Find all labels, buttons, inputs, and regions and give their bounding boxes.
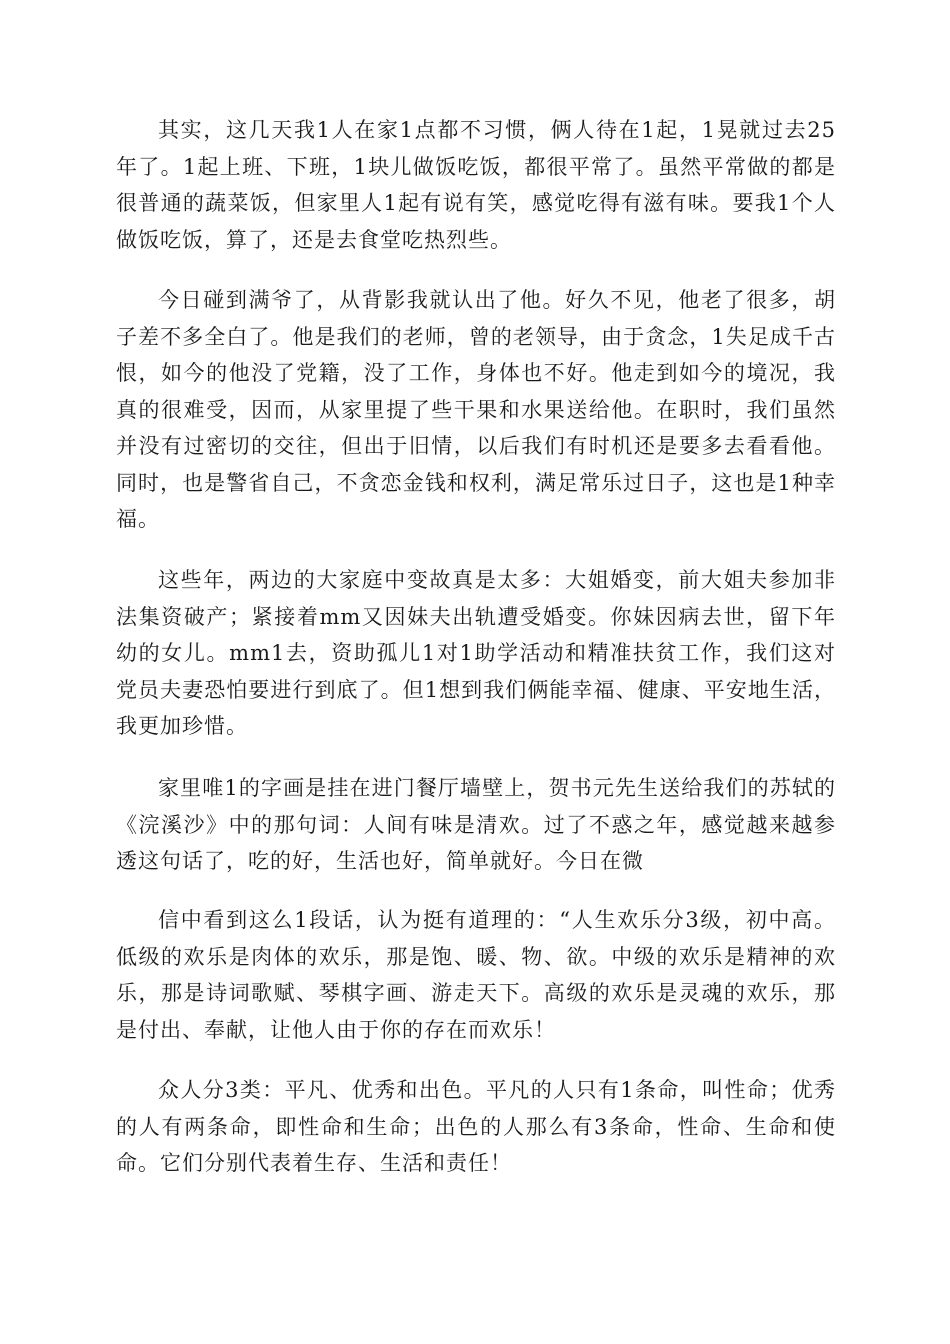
paragraph-2: 今日碰到满爷了，从背影我就认出了他。好久不见，他老了很多，胡子差不多全白了。他是我们的老师，曾的老领导，由于贪念，1失足成千古恨，如今的他没了党籍，没了工作，身体也不好。他走到如今的境况，我真的很难受，因而，从家里提了些干果和水果送给他。在职时，我们虽然并没有过密切的交往，但出于旧情，以后我们有时机还是要多去看看他。同时，也是警省自己，不贪恋金钱和权利，满足常乐过日子，这也是1种幸福。	[116, 288, 836, 531]
paragraph-5: 信中看到这么1段话，认为挺有道理的：“人生欢乐分3级，初中高。低级的欢乐是肉体的欢乐，那是饱、暖、物、欲。中级的欢乐是精神的欢乐，那是诗词歌赋、琴棋字画、游走天下。高级的欢乐是灵魂的欢乐，那是付出、奉献，让他人由于你的存在而欢乐！	[116, 908, 836, 1042]
paragraph-3: 这些年，两边的大家庭中变故真是太多：大姐婚变，前大姐夫参加非法集资破产；紧接着mm又因妹夫出轨遭受婚变。你妹因病去世，留下年幼的女儿。mm1去，资助孤儿1对1助学活动和精准扶贫工作，我们这对党员夫妻恐怕要进行到底了。但1想到我们俩能幸福、健康、平安地生活，我更加珍惜。	[116, 568, 836, 738]
paragraph-1: 其实，这几天我1人在家1点都不习惯，俩人待在1起，1晃就过去25年了。1起上班、下班，1块儿做饭吃饭，都很平常了。虽然平常做的都是很普通的蔬菜饭，但家里人1起有说有笑，感觉吃得有滋有味。要我1个人做饭吃饭，算了，还是去食堂吃热烈些。	[116, 118, 836, 252]
paragraph-6: 众人分3类：平凡、优秀和出色。平凡的人只有1条命，叫性命；优秀的人有两条命，即性命和生命；出色的人那么有3条命，性命、生命和使命。它们分别代表着生存、生活和责任！	[116, 1078, 836, 1175]
paragraph-4: 家里唯1的字画是挂在进门餐厅墙壁上，贺书元先生送给我们的苏轼的《浣溪沙》中的那句词：人间有味是清欢。过了不惑之年，感觉越来越参透这句话了，吃的好，生活也好，简单就好。今日在微	[116, 776, 836, 873]
